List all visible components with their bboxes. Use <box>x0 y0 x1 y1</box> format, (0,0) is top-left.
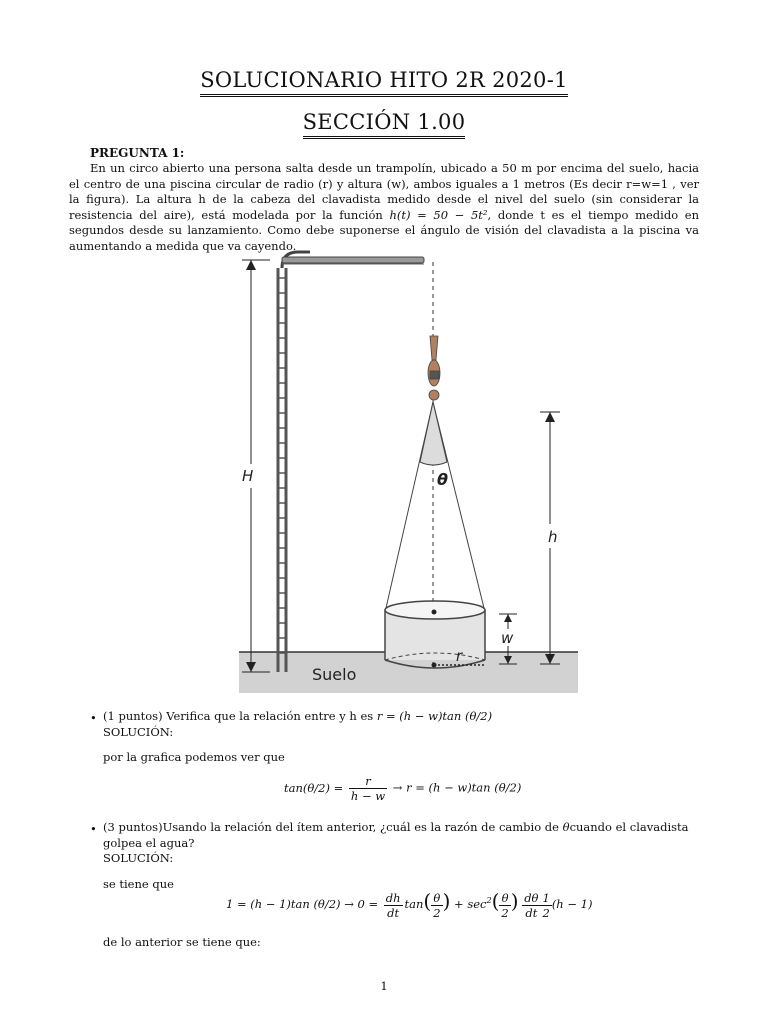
document-title: SOLUCIONARIO HITO 2R 2020-1 <box>0 68 768 97</box>
solution-label-1: SOLUCIÓN: <box>103 724 174 739</box>
section-title: SECCIÓN 1.00 <box>0 110 768 139</box>
page-number: 1 <box>380 979 388 993</box>
solution-label-2: SOLUCIÓN: <box>103 851 174 865</box>
item-2-line: se tiene que <box>103 877 174 891</box>
item-2-after: de lo anterior se tiene que: <box>103 935 261 949</box>
diver-figure <box>236 248 581 694</box>
bullet-1: • <box>90 711 97 725</box>
height-function: h(t) = 50 − 5t² <box>389 207 488 222</box>
radius-label: r <box>456 647 463 665</box>
ground-label: Suelo <box>312 665 357 684</box>
height-H-label: H <box>242 467 254 485</box>
diver <box>428 336 440 400</box>
item-1: (1 puntos) Verifica que la relación entre y h es r = (h − w)tan (θ/2) SOLUCIÓN: <box>103 709 493 739</box>
question-text: En un circo abierto una persona salta desde un trampolín, ubicado a 50 m por encima del suelo, hacia el centro de una piscina circular de radio (r) y altura (w), ambos iguales a 1 metros (Es decir r=w=1 , ver la figura). La altura h de la cabeza del clavadista medido desde el nivel del suelo (sin considerar la resistencia del aire), está modelada por la función h(t) = 50 − 5t², donde t es el tiempo medido en segundos desde su lanzamiento. Como debe suponerse el ángulo de visión del clavadista a la piscina va aumentando a medida que va cayendo. <box>69 161 699 253</box>
theta-label: θ <box>437 470 448 489</box>
item-2: (3 puntos)Usando la relación del ítem anterior, ¿cuál es la razón de cambio de θcuando el clavadista golpea el agua? SOLUCIÓN: <box>103 820 689 865</box>
bullet-2: • <box>90 822 97 836</box>
equation-2: 1 = (h − 1)tan (θ/2) → 0 = $\frac{dh}{dt}$ tan( $\frac{\theta}{2}$ ) + $\sec^2$( $\frac{\theta}{2}$ ) $\frac{d\theta}{dt}$ $\frac{1}{2}$ (h − 1) <box>226 889 593 920</box>
w-label: w <box>501 629 514 647</box>
h-label: h <box>548 528 558 546</box>
question-heading: PREGUNTA 1: <box>90 146 185 160</box>
equation-1: tan(θ/2) = $\frac{r}{h - w}$ → r = (h − w)tan (θ/2) <box>284 774 522 803</box>
diving-board <box>282 257 424 263</box>
item-1-line: por la grafica podemos ver que <box>103 750 285 764</box>
